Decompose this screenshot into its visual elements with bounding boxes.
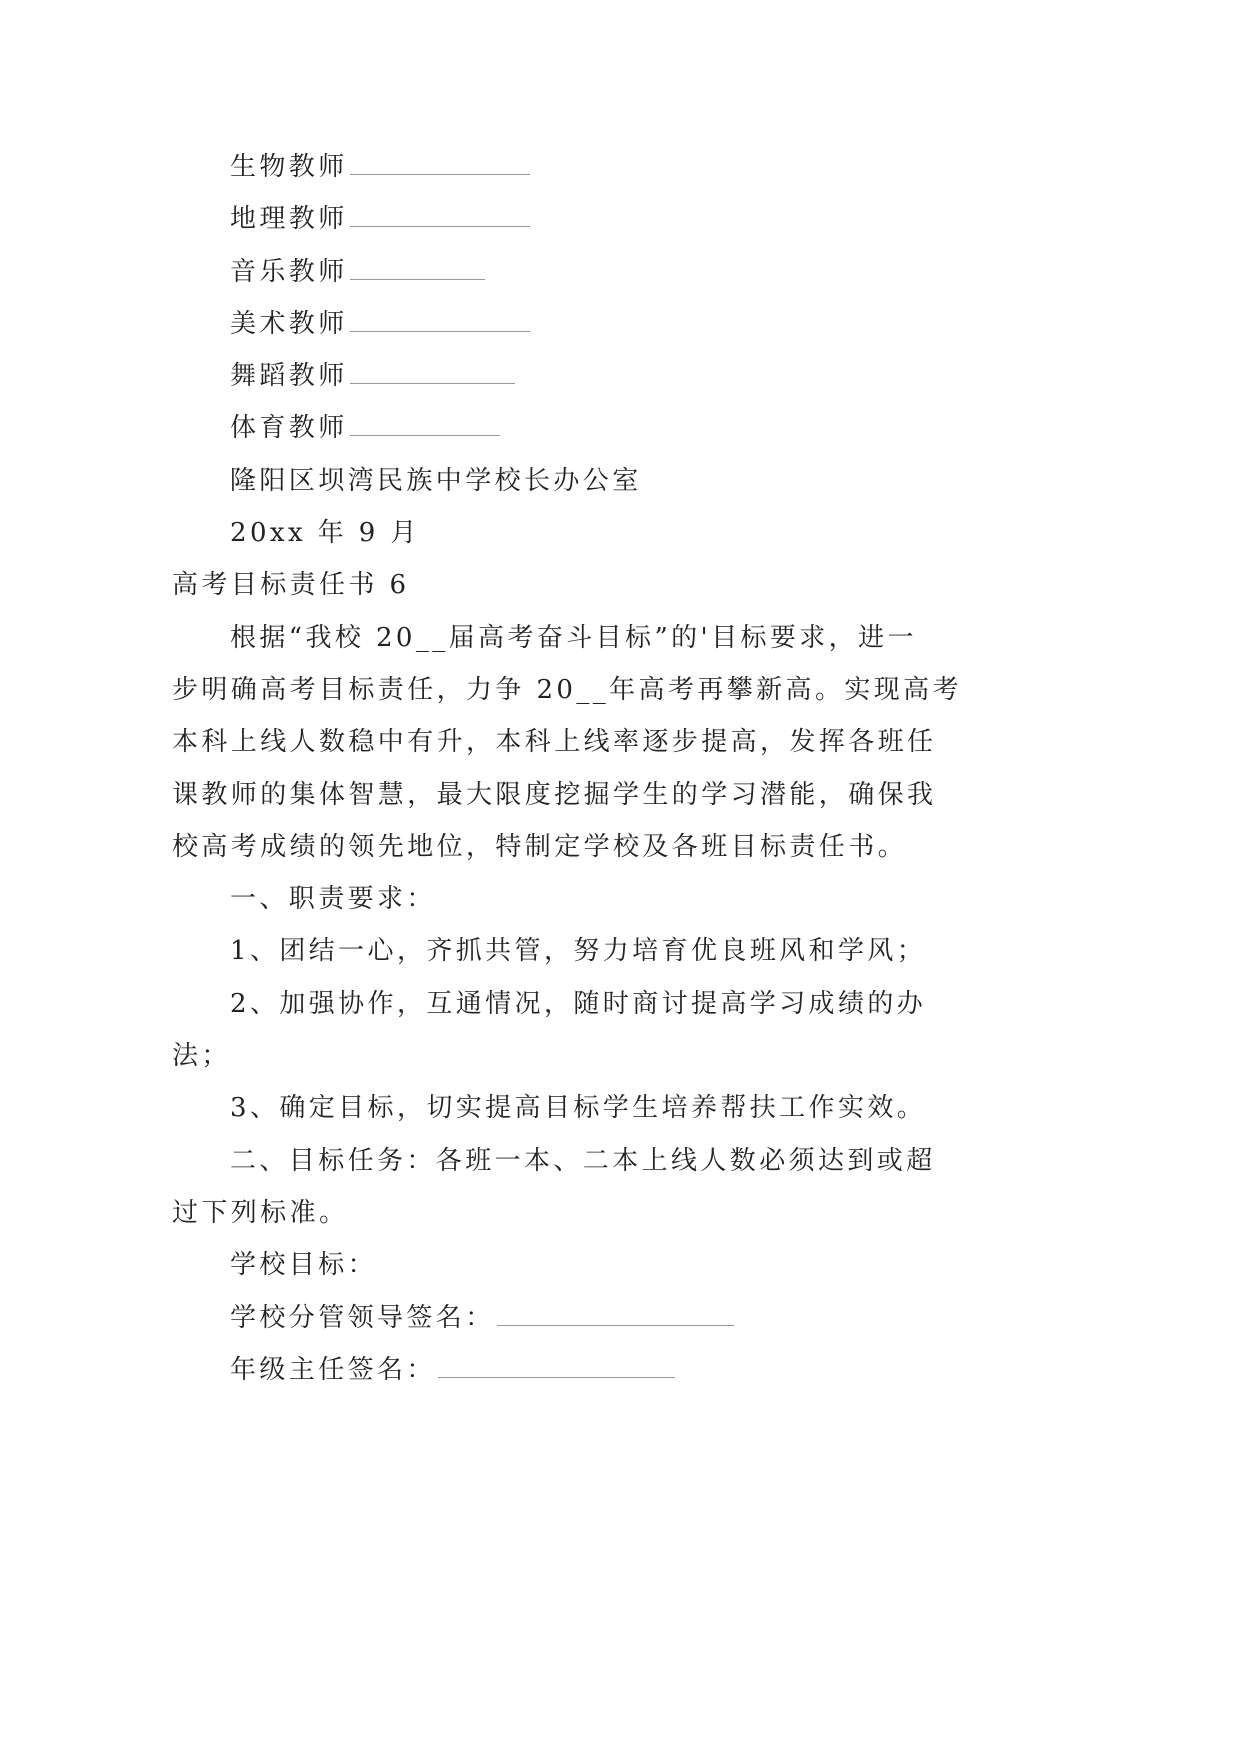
blank-line <box>350 261 485 280</box>
intro-line: 步明确高考目标责任，力争 20__年高考再攀新高。实现高考 <box>172 674 962 705</box>
label: 年级主任签名： <box>230 1354 436 1385</box>
signature-line <box>438 1359 675 1378</box>
signoff-biology <box>172 141 952 193</box>
intro-line: 课教师的集体智慧，最大限度挖掘学生的学习潜能，确保我 <box>172 779 937 810</box>
label: 美术教师 <box>230 308 348 339</box>
task-cont: 过下列标准。 <box>172 1197 349 1228</box>
duty-1: 1、团结一心，齐抓共管，努力培育优良班风和学风； <box>230 936 927 967</box>
date: 20xx 年 9 月 <box>230 518 420 549</box>
duty-2-cont: 法； <box>172 1041 231 1072</box>
sign-director <box>172 1344 952 1396</box>
intro-line: 根据“我校 20__届高考奋斗目标”的'目标要求，进一 <box>230 622 917 653</box>
blank-line <box>350 156 530 175</box>
label: 体育教师 <box>230 413 348 444</box>
label: 学校分管领导签名： <box>230 1302 495 1333</box>
blank-line <box>350 313 530 332</box>
duties-heading: 一、职责要求： <box>230 884 436 915</box>
label: 地理教师 <box>230 204 348 235</box>
signoff-pe <box>172 402 952 454</box>
intro-line: 校高考成绩的领先地位，特制定学校及各班目标责任书。 <box>172 831 908 862</box>
blank-line <box>350 208 530 227</box>
blank-line <box>350 365 515 384</box>
task: 二、目标任务：各班一本、二本上线人数必须达到或超 <box>230 1145 936 1176</box>
duty-2: 2、加强协作，互通情况，随时商讨提高学习成绩的办 <box>230 988 927 1019</box>
signature-line <box>497 1307 734 1326</box>
signoff-art <box>172 298 952 350</box>
school-goal: 学校目标： <box>230 1250 378 1281</box>
sign-leader <box>172 1292 952 1344</box>
issuer: 隆阳区坝湾民族中学校长办公室 <box>230 465 642 496</box>
duty-3: 3、确定目标，切实提高目标学生培养帮扶工作实效。 <box>230 1093 927 1124</box>
signoff-dance <box>172 350 952 402</box>
label: 生物教师 <box>230 152 348 182</box>
signoff-music <box>172 246 952 298</box>
section-title: 高考目标责任书 6 <box>172 570 410 601</box>
label: 舞蹈教师 <box>230 361 348 392</box>
label: 音乐教师 <box>230 256 348 287</box>
document-page <box>172 141 962 1396</box>
signoff-geography <box>172 193 952 245</box>
intro-line: 本科上线人数稳中有升，本科上线率逐步提高，发挥各班任 <box>172 727 937 758</box>
blank-line <box>350 417 500 436</box>
